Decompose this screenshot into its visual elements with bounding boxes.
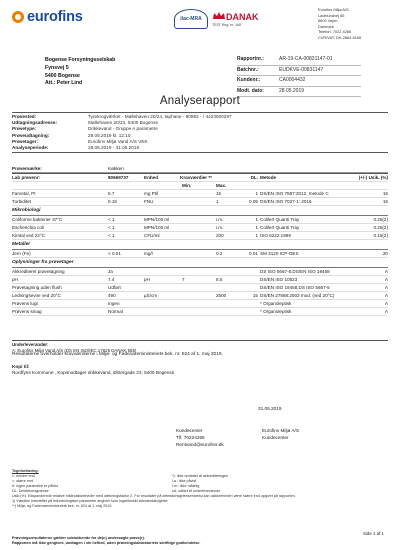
subcontractor-notes: Underleverandør: A: Eurofins Miljø Vand A/S (DS EN ISO/IEC 17025 DANAK 555) (12, 340, 388, 354)
param-dl: 1 (255, 233, 258, 238)
param-dl: 0.01 (249, 251, 258, 256)
table-row (12, 292, 388, 300)
info-row (12, 145, 388, 151)
param-method: * Organoleptisk (260, 309, 292, 314)
param-method: DS/EN ISO 7887:2012, metode C (260, 191, 329, 196)
param-dl: 1 (255, 225, 258, 230)
group-heading: Oplysninger fra prøvetager (12, 259, 388, 268)
meta-value: EUDKVE-00831147 (279, 66, 324, 73)
param-unit (144, 268, 176, 275)
param-max (216, 284, 244, 291)
param-name: Prøvens smag (12, 309, 42, 314)
signature-line: Tlf. 70224266 (176, 435, 205, 440)
crown-icon (212, 11, 226, 21)
param-value: < 1 (108, 225, 115, 230)
param-min: 7 (182, 277, 185, 282)
param-uncertainty: A (384, 269, 388, 274)
param-unit (144, 300, 176, 307)
legend-note: **) Miljø- og Fødevareministeriets bek. nr. 524 af 1. maj 2019 (12, 504, 112, 508)
param-unit: µS/cm (144, 293, 158, 298)
legend-item: >: større end (12, 479, 34, 483)
param-method: * Organoleptisk (260, 301, 292, 306)
param-value: < 1 (108, 217, 115, 222)
table-row (12, 276, 388, 284)
param-uncertainty: 0.25(2) (373, 217, 388, 222)
footer-line: Prøvningsresultaterne gælder udelukkende for de(n) undersøgte prøve(r). (12, 536, 145, 540)
param-dl (244, 276, 260, 283)
table-row (12, 268, 388, 276)
copy-to: Kopi til: Nordfyns Kommune , Kopimodtager drikkevand, Østergade 23, 5400 Bogense (12, 364, 175, 376)
param-max: 15 (216, 191, 222, 196)
danak-logo: DANAK TEST Reg. nr. 168 (212, 12, 259, 27)
table-row (12, 198, 388, 206)
param-max (216, 268, 244, 275)
meta-row (237, 55, 361, 66)
address-line: Danmark (318, 23, 334, 29)
param-unit (144, 284, 176, 291)
signature-contact (176, 427, 224, 448)
ilac-mra-logo: ilac-MRA (174, 9, 208, 29)
param-method: Colilert Quanti Tray (260, 225, 300, 230)
legend: Tegnforklaring: <: mindre end >: større end #: ingen parametre er påvist DL: Detektionsgrænse *): Ikke omfattet af akkrediteringen i.a.: ikke påvist i.m.: ikke målelig ud: udført af underleverandør Usik.(%): Ekspanderede relative måleusikkerheder med dækningsfaktor 2. For resultater på detektionsgrænseniveau kan usikkerheden være større end opgivet på rapporten. 1) Værdien bekræftet på mikrobiologiske parametre angives som logaritmiskt standardafvigelse **) Miljø- og Fødevareministeriets bek. nr. 524 af 1. maj 2019 (12, 469, 388, 509)
signature-line: Rentvand@eurofins.dk (176, 442, 224, 447)
param-uncertainty: 15 (382, 199, 388, 204)
legend-notes (12, 499, 388, 509)
param-name: Prøvetagning uden flush (12, 285, 62, 290)
param-uncertainty: A (384, 285, 388, 290)
param-min (176, 308, 216, 315)
param-uncertainty: A (384, 277, 388, 282)
table-row (12, 224, 388, 232)
info-value: Drikkevand - Gruppe A parametre (88, 126, 158, 132)
param-name: Ledningsevne ved 20°C (12, 293, 61, 298)
legend-item: <: mindre end (12, 474, 35, 478)
param-value: 490 (108, 293, 116, 298)
eurofins-logo-icon (12, 11, 24, 23)
param-uncertainty: 15 (382, 191, 388, 196)
info-label: Prøveudtagning: (12, 132, 50, 138)
results-table (12, 165, 388, 316)
param-unit: CFU/ml (144, 233, 160, 238)
param-method: DS/EN 27888:2003 mod. (ved 20°C) (260, 293, 335, 298)
conclusion: Resultaterne overholder kravværdierne i Miljø- og Fødevareministeriets bek. nr. 524 af 1. maj 2019. (12, 352, 223, 357)
provemaerke-row: Prøvemærke: Køkken (12, 165, 388, 173)
table-row (12, 216, 388, 224)
table-row (12, 300, 388, 308)
param-max (216, 308, 244, 315)
param-max: 8.5 (216, 277, 223, 282)
param-method: DS/EN ISO 10523 (260, 277, 298, 282)
table-body (12, 190, 388, 316)
param-method: ISO 6222:1999 (260, 233, 291, 238)
param-min (176, 250, 216, 257)
meta-row (237, 66, 361, 77)
param-unit: MPN/100 ml (144, 217, 170, 222)
param-value: 5.7 (108, 191, 115, 196)
lab-address (318, 7, 361, 41)
param-unit: mg/l (144, 251, 153, 256)
meta-label: Kundenr.: (237, 77, 261, 84)
address-line: Telefon: 7022 4266 (318, 29, 352, 35)
param-name: Farvetal, Pt (12, 191, 36, 196)
address-line: 6600 Vejen (318, 18, 338, 24)
param-name: Coliforme bakterier 37°C (12, 217, 63, 222)
param-min (176, 284, 216, 291)
param-min (176, 190, 216, 197)
param-unit: pH (144, 277, 150, 282)
param-max: i.m. (216, 217, 224, 222)
param-max: 1 (216, 199, 219, 204)
signature-line: Kundecenter (176, 428, 203, 433)
table-subheader: Min. Max. (12, 182, 388, 190)
legend-left (12, 474, 172, 494)
legend-item: *): Ikke omfattet af akkrediteringen (172, 474, 229, 478)
param-unit (144, 308, 176, 315)
customer-line: Fynsvej 5 (45, 64, 69, 71)
param-dl (244, 284, 260, 291)
table-row (12, 284, 388, 292)
param-value: Normal (108, 309, 123, 314)
legend-right (172, 474, 332, 494)
legend-item: DL: Detektionsgrænse (12, 489, 49, 493)
param-uncertainty: 0.15(2) (373, 233, 388, 238)
info-value: 28.05.2019 - 31.05.2019 (88, 145, 140, 151)
param-min (176, 268, 216, 275)
param-value: 0.15 (108, 199, 117, 204)
param-min (176, 198, 216, 205)
legend-item: ud: udført af underleverandør (172, 489, 220, 493)
param-uncertainty: 0.25(2) (373, 225, 388, 230)
info-value: Eurofins Miljø Vand A/S VEK (88, 138, 148, 144)
group-heading: Mikrobiologi (12, 207, 388, 216)
meta-value: CA0004432 (279, 77, 306, 84)
param-unit: mg Pt/l (144, 191, 159, 196)
param-min (176, 224, 216, 231)
param-dl (244, 268, 260, 275)
param-name: Akkrediteret prøvetagning (12, 269, 65, 274)
param-max: 2500 (216, 293, 227, 298)
signature-date: 31.05.2019 (258, 406, 282, 411)
param-min (176, 300, 216, 307)
table-row (12, 190, 388, 198)
table-row (12, 250, 388, 258)
report-meta (237, 55, 361, 97)
param-value: < 1 (108, 233, 115, 238)
customer-line: 5400 Bogense (45, 72, 80, 79)
param-dl (244, 308, 260, 315)
param-name: pH (12, 277, 18, 282)
customer-line: Att.: Peter Lind (45, 80, 83, 87)
signature-line: Eurofins Miljø A/S (262, 428, 299, 433)
address-line: Eurofins Miljø A/S (318, 7, 349, 12)
meta-value: AR-19-CA-00831147-01 (279, 56, 333, 62)
param-name: Kimtal ved 22°C (12, 233, 45, 238)
sample-info (12, 112, 388, 153)
logo-text: eurofins (27, 9, 83, 25)
meta-label: Batchnr.: (237, 66, 259, 73)
param-unit: MPN/100 ml (144, 225, 170, 230)
info-value: Møllehaven 20/24, 5400 Bogense (88, 120, 159, 126)
info-label: Udtagningsadresse: (12, 120, 58, 126)
param-uncertainty: A (384, 309, 388, 314)
param-max: 0.2 (216, 251, 223, 256)
param-value: < 0.01 (108, 251, 121, 256)
signature-company (262, 427, 299, 441)
footer-line: Rapporten må ikke gengives, undtagen i sin helhed, uden prøvningslaboratoriets skriftlige godkendelse. (12, 541, 201, 545)
meta-label: Rapportnr.: (237, 56, 264, 62)
table-row (12, 308, 388, 316)
info-value: Tyrekrogværket - Møllehaven 20/24, taphane - 80982 - / 4423000297 (88, 114, 232, 119)
info-label: Prøvested: (12, 114, 37, 119)
table-header: Lab prøvenr: 80669737 Enhed Kravværdier ** DL. Metode (+/-) Usik. (%) (12, 175, 388, 180)
param-name: Prøvens lugt (12, 301, 38, 306)
info-label: Analyseperiode: (12, 145, 49, 151)
param-max (216, 300, 244, 307)
param-min (176, 232, 216, 239)
param-max: i.m. (216, 225, 224, 230)
param-min (176, 216, 216, 223)
page-title: Analyserapport (159, 95, 241, 107)
legend-item: i.a.: ikke påvist (172, 479, 197, 483)
param-min (176, 292, 216, 299)
info-label: Prøvetype: (12, 126, 37, 132)
param-max: 200 (216, 233, 224, 238)
param-method: SM 3120 ICP-OES (260, 251, 299, 256)
param-value: Udført (108, 285, 121, 290)
param-value: 7.4 (108, 277, 115, 282)
meta-label: Modt. dato: (237, 87, 264, 94)
param-method: Colilert Quanti Tray (260, 217, 300, 222)
param-dl: 15 (252, 293, 258, 298)
param-dl: 1 (255, 191, 258, 196)
customer-address (45, 57, 115, 88)
legend-note: 1) Værdien bekræftet på mikrobiologiske parametre angives som logaritmiskt standardafvigelse (12, 499, 168, 503)
param-name: Turbiditet (12, 199, 31, 204)
param-unit: FNU (144, 199, 154, 204)
param-method: DS ISO 5667-5:DS/EN ISO 19458 (260, 269, 330, 274)
param-uncertainty: A (384, 293, 388, 298)
address-line: Ladelundvej 85 (318, 12, 345, 18)
page-number: Side 1 af 1 (363, 531, 384, 536)
footer-disclaimer (12, 536, 388, 546)
legend-item: i.m.: ikke målelig (172, 484, 200, 488)
address-line: CVR/VAT: DK-2864 8166 (318, 34, 362, 40)
param-uncertainty: 20 (382, 251, 388, 256)
meta-row (237, 76, 361, 87)
param-name: Jern (Fe) (12, 251, 31, 256)
param-method: DS/EN ISO 19458,DS ISO 5667-5 (260, 285, 330, 290)
table-row (12, 232, 388, 240)
param-value: Ja (108, 269, 113, 274)
group-heading: Metaller (12, 241, 388, 250)
param-dl (244, 300, 260, 307)
signature-line: Kundecenter (262, 435, 289, 440)
param-dl: 1 (255, 217, 258, 222)
customer-line: Bogense Forsyningsselskab (45, 57, 116, 63)
param-uncertainty: A (384, 301, 388, 306)
eurofins-logo (12, 9, 83, 25)
meta-value: 28.05.2019 (279, 87, 305, 94)
param-name: Escherichia coli (12, 225, 44, 230)
param-value: Ingen (108, 301, 120, 306)
legend-item: #: ingen parametre er påvist (12, 484, 58, 488)
param-dl: 0.05 (249, 199, 258, 204)
info-value: 28.05.2019 kl. 12:10 (88, 132, 131, 138)
param-method: DS/EN ISO 7027-1: 2016 (260, 199, 312, 204)
legend-uncertainty: Usik.(%): Ekspanderede relative måleusikkerheder med dækningsfaktor 2. For resultater på detektionsgrænseniveau kan usikkerheden være større end opgivet på rapporten. (12, 494, 296, 498)
info-label: Prøvetager: (12, 138, 39, 144)
